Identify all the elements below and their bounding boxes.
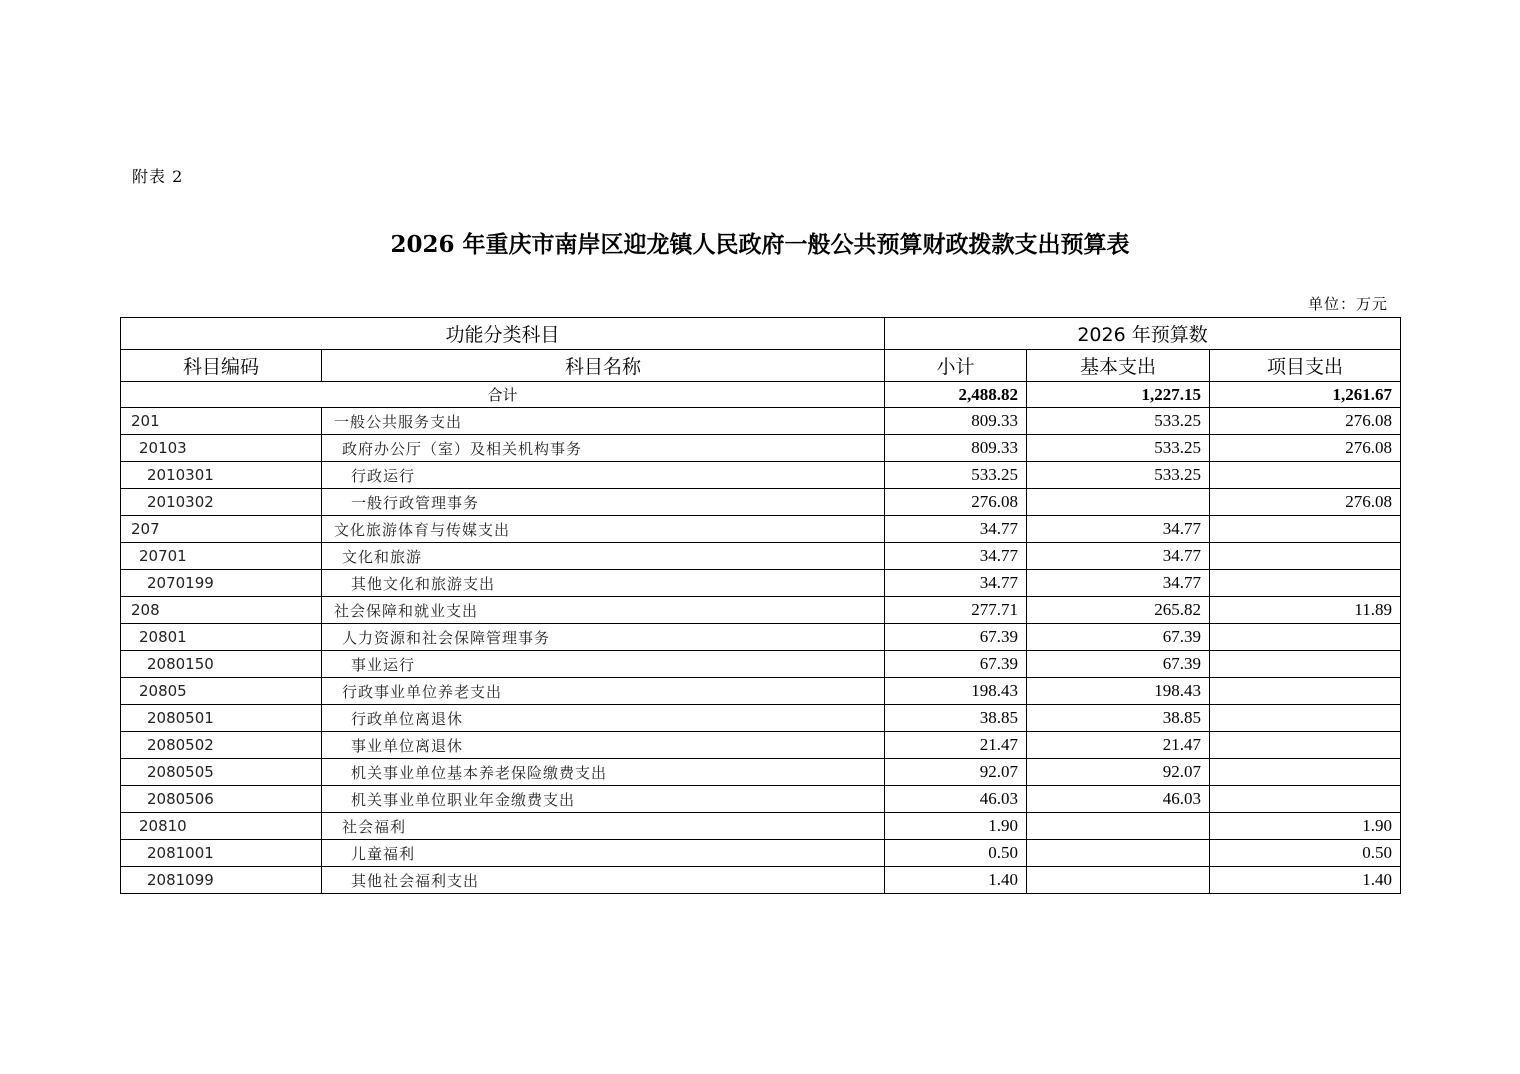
row-name: 社会保障和就业支出: [322, 597, 885, 624]
row-subtotal: 38.85: [885, 705, 1027, 732]
row-code: 2081001: [121, 840, 322, 867]
row-subtotal: 277.71: [885, 597, 1027, 624]
row-subtotal: 1.40: [885, 867, 1027, 894]
table-row: [121, 732, 1401, 759]
total-label: 合计: [121, 382, 885, 408]
row-basic: 34.77: [1027, 516, 1210, 543]
row-name: 文化和旅游: [322, 543, 885, 570]
table-row: [121, 759, 1401, 786]
row-name: 事业单位离退休: [322, 732, 885, 759]
row-basic: [1027, 813, 1210, 840]
row-project: 11.89: [1210, 597, 1401, 624]
row-name: 机关事业单位基本养老保险缴费支出: [322, 759, 885, 786]
header-project: 项目支出: [1210, 350, 1401, 382]
header-code: 科目编码: [121, 350, 322, 382]
row-project: 276.08: [1210, 408, 1401, 435]
row-project: 0.50: [1210, 840, 1401, 867]
row-code: 2070199: [121, 570, 322, 597]
row-basic: 21.47: [1027, 732, 1210, 759]
row-name: 机关事业单位职业年金缴费支出: [322, 786, 885, 813]
row-basic: [1027, 489, 1210, 516]
row-code: 20701: [121, 543, 322, 570]
table-row: [121, 435, 1401, 462]
row-basic: [1027, 867, 1210, 894]
table-row: [121, 786, 1401, 813]
row-subtotal: 34.77: [885, 570, 1027, 597]
header-row-columns: [121, 350, 1401, 382]
row-basic: 533.25: [1027, 408, 1210, 435]
row-basic: 38.85: [1027, 705, 1210, 732]
row-subtotal: 198.43: [885, 678, 1027, 705]
header-functional-classification: 功能分类科目: [121, 318, 885, 350]
row-name: 行政运行: [322, 462, 885, 489]
row-name: 行政单位离退休: [322, 705, 885, 732]
total-subtotal: 2,488.82: [885, 382, 1027, 408]
row-subtotal: 92.07: [885, 759, 1027, 786]
row-project: [1210, 651, 1401, 678]
budget-table: [120, 317, 1401, 894]
document-title: 2026 年重庆市南岸区迎龙镇人民政府一般公共预算财政拨款支出预算表: [390, 231, 1130, 258]
header-subtotal: 小计: [885, 350, 1027, 382]
table-row: [121, 840, 1401, 867]
row-name: 一般公共服务支出: [322, 408, 885, 435]
header-budget-year: 2026 年预算数: [885, 318, 1401, 350]
total-basic: 1,227.15: [1027, 382, 1210, 408]
row-project: [1210, 570, 1401, 597]
table-row: [121, 705, 1401, 732]
row-subtotal: 1.90: [885, 813, 1027, 840]
row-project: [1210, 732, 1401, 759]
row-name: 事业运行: [322, 651, 885, 678]
row-basic: 34.77: [1027, 570, 1210, 597]
row-subtotal: 0.50: [885, 840, 1027, 867]
row-project: [1210, 624, 1401, 651]
total-project: 1,261.67: [1210, 382, 1401, 408]
row-name: 其他社会福利支出: [322, 867, 885, 894]
row-basic: 34.77: [1027, 543, 1210, 570]
row-code: 20801: [121, 624, 322, 651]
row-project: [1210, 462, 1401, 489]
row-project: [1210, 543, 1401, 570]
table-row: [121, 678, 1401, 705]
header-basic: 基本支出: [1027, 350, 1210, 382]
row-code: 207: [121, 516, 322, 543]
row-name: 政府办公厅（室）及相关机构事务: [322, 435, 885, 462]
row-basic: 265.82: [1027, 597, 1210, 624]
row-code: 2080502: [121, 732, 322, 759]
row-subtotal: 34.77: [885, 516, 1027, 543]
table-row: [121, 516, 1401, 543]
row-subtotal: 533.25: [885, 462, 1027, 489]
row-code: 2080150: [121, 651, 322, 678]
table-row: [121, 651, 1401, 678]
row-code: 2010302: [121, 489, 322, 516]
row-project: [1210, 759, 1401, 786]
header-row-group: [121, 318, 1401, 350]
total-row: [121, 382, 1401, 408]
row-basic: 198.43: [1027, 678, 1210, 705]
row-name: 文化旅游体育与传媒支出: [322, 516, 885, 543]
row-basic: 533.25: [1027, 462, 1210, 489]
row-project: [1210, 678, 1401, 705]
row-project: 276.08: [1210, 435, 1401, 462]
row-code: 20810: [121, 813, 322, 840]
table-row: [121, 813, 1401, 840]
table-row: [121, 624, 1401, 651]
table-row: [121, 597, 1401, 624]
row-subtotal: 21.47: [885, 732, 1027, 759]
row-project: [1210, 516, 1401, 543]
row-project: 1.90: [1210, 813, 1401, 840]
row-code: 2010301: [121, 462, 322, 489]
row-name: 一般行政管理事务: [322, 489, 885, 516]
row-subtotal: 809.33: [885, 435, 1027, 462]
row-name: 行政事业单位养老支出: [322, 678, 885, 705]
row-basic: 92.07: [1027, 759, 1210, 786]
row-project: 1.40: [1210, 867, 1401, 894]
row-name: 其他文化和旅游支出: [322, 570, 885, 597]
row-subtotal: 34.77: [885, 543, 1027, 570]
row-basic: 533.25: [1027, 435, 1210, 462]
table-row: [121, 462, 1401, 489]
table-row: [121, 570, 1401, 597]
row-name: 社会福利: [322, 813, 885, 840]
row-name: 人力资源和社会保障管理事务: [322, 624, 885, 651]
attachment-label: 附表 2: [132, 167, 184, 186]
unit-label: 单位：万元: [1307, 295, 1388, 313]
row-project: 276.08: [1210, 489, 1401, 516]
row-basic: [1027, 840, 1210, 867]
row-code: 201: [121, 408, 322, 435]
row-code: 2080505: [121, 759, 322, 786]
row-code: 208: [121, 597, 322, 624]
row-subtotal: 46.03: [885, 786, 1027, 813]
header-name: 科目名称: [322, 350, 885, 382]
row-code: 2080506: [121, 786, 322, 813]
row-project: [1210, 786, 1401, 813]
row-subtotal: 67.39: [885, 624, 1027, 651]
table-row: [121, 867, 1401, 894]
table-row: [121, 543, 1401, 570]
table-row: [121, 408, 1401, 435]
row-basic: 46.03: [1027, 786, 1210, 813]
row-code: 2081099: [121, 867, 322, 894]
row-project: [1210, 705, 1401, 732]
row-subtotal: 67.39: [885, 651, 1027, 678]
row-code: 20805: [121, 678, 322, 705]
row-basic: 67.39: [1027, 624, 1210, 651]
row-code: 2080501: [121, 705, 322, 732]
row-subtotal: 809.33: [885, 408, 1027, 435]
row-name: 儿童福利: [322, 840, 885, 867]
table-row: [121, 489, 1401, 516]
row-basic: 67.39: [1027, 651, 1210, 678]
row-subtotal: 276.08: [885, 489, 1027, 516]
row-code: 20103: [121, 435, 322, 462]
